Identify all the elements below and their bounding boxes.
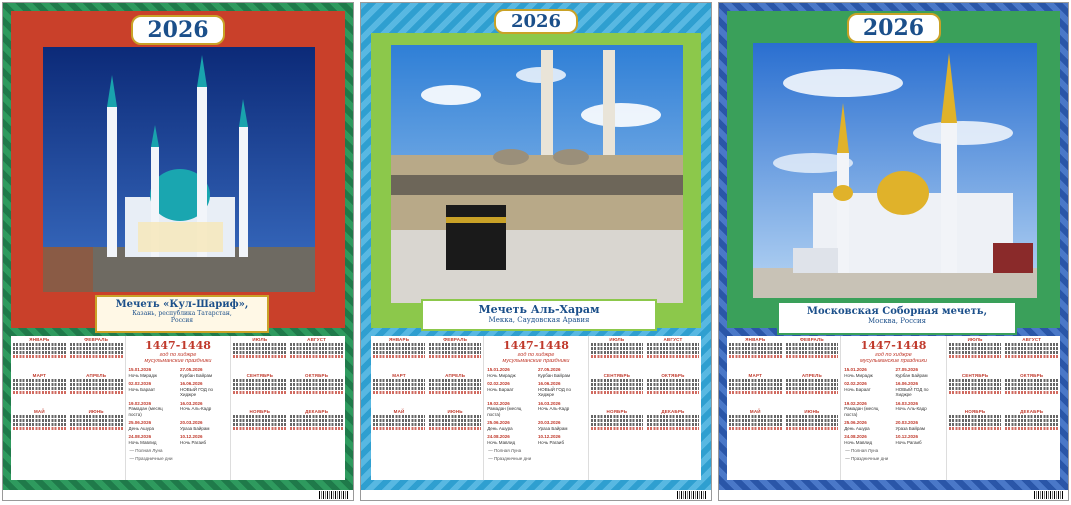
month-april: АПРЕЛЬ [427, 372, 483, 408]
holiday-item: 25.06.2026 День Ашура [487, 420, 513, 431]
month-september: СЕНТЯБРЬ [231, 372, 288, 408]
calendar-poster-al-haram [360, 2, 712, 501]
holiday-item: 25.06.2026 День Ашура [844, 420, 870, 431]
month-october: ОКТЯБРЬ [645, 372, 701, 408]
holiday-item: 16.06.2026 НОВЫЙ ГОД по Хиджре [179, 381, 214, 397]
legend-holidays: — Праздничные дни [129, 456, 173, 461]
legend-holidays: — Праздничные дни [845, 456, 889, 461]
holiday-item: 15.01.2026 Ночь Мирадж [844, 367, 873, 378]
legend-full-moon: — Полная Луна [488, 448, 522, 453]
year-label: 2026 [847, 13, 941, 43]
month-january: ЯНВАРЬ [371, 336, 427, 372]
holiday-item: 27.05.2026 Курбан Байрам [537, 367, 571, 378]
kul-sharif-mosque-illustration [43, 47, 315, 292]
holiday-item: 16.03.2026 Ночь Аль-Кадр [537, 400, 570, 411]
holiday-item: 15.01.2026 Ночь Мирадж [128, 367, 158, 378]
holiday-item: 16.06.2026 НОВЫЙ ГОД по Хиджре [537, 381, 571, 397]
mosque-photo [391, 45, 683, 303]
holidays-heading: мусульманские праздники [502, 358, 570, 364]
holiday-item: 02.02.2026 Ночь Бараат [844, 381, 871, 392]
holiday-item: 10.12.2026 Ночь Рагаиб [537, 434, 565, 445]
caption-subtitle: Казань, республика Татарстан, [132, 310, 232, 317]
month-february: ФЕВРАЛЬ [427, 336, 483, 372]
month-december: ДЕКАБРЬ [1003, 408, 1060, 444]
barcode-icon [677, 491, 707, 499]
month-april: АПРЕЛЬ [784, 372, 841, 408]
holiday-item: 27.05.2026 Курбан Байрам [179, 367, 213, 378]
mosque-photo [753, 43, 1037, 298]
month-may: МАЙ [371, 408, 427, 444]
holiday-item: 25.06.2026 День Ашура [128, 420, 154, 431]
hijri-panel [125, 336, 232, 480]
photo-caption [421, 299, 657, 331]
year-label: 2026 [494, 9, 578, 34]
holiday-item: 24.08.2026 Ночь Мавлид [128, 434, 157, 445]
holiday-item: 15.01.2026 Ночь Мирадж [487, 367, 516, 378]
photo-caption [777, 301, 1017, 335]
calendar-poster-moscow-mosque [718, 2, 1069, 501]
holiday-item: 20.03.2026 Ураза Байрам [895, 420, 925, 431]
month-april: АПРЕЛЬ [68, 372, 125, 408]
holiday-item: 10.12.2026 Ночь Рагаиб [895, 434, 922, 445]
calendar-grid [11, 336, 345, 480]
holiday-item: 10.12.2026 Ночь Рагаиб [179, 434, 207, 445]
month-december: ДЕКАБРЬ [645, 408, 701, 444]
hijri-panel [840, 336, 947, 480]
caption-subtitle: Москва, Россия [867, 317, 927, 325]
photo-caption [95, 295, 269, 333]
month-february: ФЕВРАЛЬ [68, 336, 125, 372]
month-february: ФЕВРАЛЬ [784, 336, 841, 372]
months-right [589, 336, 701, 480]
holidays-heading: мусульманские праздники [860, 358, 927, 364]
month-march: МАРТ [11, 372, 68, 408]
month-august: АВГУСТ [288, 336, 345, 372]
month-november: НОЯБРЬ [589, 408, 645, 444]
months-right [231, 336, 345, 480]
holiday-item: 20.03.2026 Ураза Байрам [537, 420, 568, 431]
legend-holidays: — Праздничные дни [488, 456, 532, 461]
month-may: МАЙ [11, 408, 68, 444]
hijri-subtitle: год по хиджре [159, 352, 197, 358]
month-november: НОЯБРЬ [947, 408, 1004, 444]
months-left [727, 336, 840, 480]
month-december: ДЕКАБРЬ [288, 408, 345, 444]
calendar-grid [727, 336, 1060, 480]
caption-title: Мечеть Аль-Харам [478, 303, 600, 316]
month-january: ЯНВАРЬ [727, 336, 784, 372]
month-october: ОКТЯБРЬ [1003, 372, 1060, 408]
month-july: ИЮЛЬ [589, 336, 645, 372]
hijri-years: 1447-1448 [860, 339, 927, 352]
holiday-item: 02.02.2026 Ночь Бараат [487, 381, 514, 392]
month-july: ИЮЛЬ [947, 336, 1004, 372]
hijri-subtitle: год по хиджре [517, 352, 555, 358]
months-right [947, 336, 1060, 480]
hijri-years: 1447-1448 [145, 339, 211, 352]
calendar-poster-kul-sharif [2, 2, 354, 501]
holiday-item: 24.08.2026 Ночь Мавлид [487, 434, 516, 445]
holiday-item: 02.02.2026 Ночь Бараат [128, 381, 156, 392]
moscow-mosque-illustration [753, 43, 1037, 298]
month-november: НОЯБРЬ [231, 408, 288, 444]
print-footer [3, 490, 353, 500]
hijri-panel [483, 336, 589, 480]
caption-title: Мечеть «Кул-Шариф», [115, 299, 249, 310]
print-footer [719, 490, 1068, 500]
hijri-years: 1447-1448 [503, 339, 569, 352]
barcode-icon [319, 491, 349, 499]
year-label: 2026 [131, 15, 225, 45]
legend-full-moon: — Полная Луна [845, 448, 879, 453]
month-august: АВГУСТ [1003, 336, 1060, 372]
barcode-icon [1034, 491, 1064, 499]
kaaba-mosque-illustration [391, 45, 683, 303]
month-march: МАРТ [727, 372, 784, 408]
holiday-item: 19.02.2026 Рамадан (месяц поста) [128, 400, 163, 417]
holiday-item: 27.05.2026 Курбан Байрам [895, 367, 928, 378]
print-footer [361, 490, 711, 500]
calendar-grid [371, 336, 701, 480]
holiday-item: 16.03.2026 Ночь Аль-Кадр [179, 400, 212, 411]
month-june: ИЮНЬ [784, 408, 841, 444]
legend-full-moon: — Полная Луна [129, 448, 163, 453]
months-left [11, 336, 125, 480]
holiday-item: 19.02.2026 Рамадан (месяц поста) [844, 400, 879, 417]
month-october: ОКТЯБРЬ [288, 372, 345, 408]
caption-subtitle: Мекка, Саудовская Аравия [488, 316, 590, 324]
holiday-item: 24.08.2026 Ночь Мавлид [844, 434, 873, 445]
month-january: ЯНВАРЬ [11, 336, 68, 372]
hijri-subtitle: год по хиджре [875, 352, 912, 358]
month-june: ИЮНЬ [427, 408, 483, 444]
month-september: СЕНТЯБРЬ [947, 372, 1004, 408]
months-left [371, 336, 483, 480]
holiday-item: 20.03.2026 Ураза Байрам [179, 420, 210, 431]
month-september: СЕНТЯБРЬ [589, 372, 645, 408]
holiday-item: 16.06.2026 НОВЫЙ ГОД по Хиджре [895, 381, 929, 397]
month-june: ИЮНЬ [68, 408, 125, 444]
holiday-item: 19.02.2026 Рамадан (месяц поста) [487, 400, 522, 417]
caption-title: Московская Соборная мечеть, [806, 306, 988, 317]
mosque-photo [43, 47, 315, 292]
holiday-item: 16.03.2026 Ночь Аль-Кадр [895, 400, 927, 411]
month-july: ИЮЛЬ [231, 336, 288, 372]
caption-subtitle-2: Россия [170, 317, 194, 324]
month-august: АВГУСТ [645, 336, 701, 372]
month-march: МАРТ [371, 372, 427, 408]
holidays-heading: мусульманские праздники [144, 358, 212, 364]
month-may: МАЙ [727, 408, 784, 444]
